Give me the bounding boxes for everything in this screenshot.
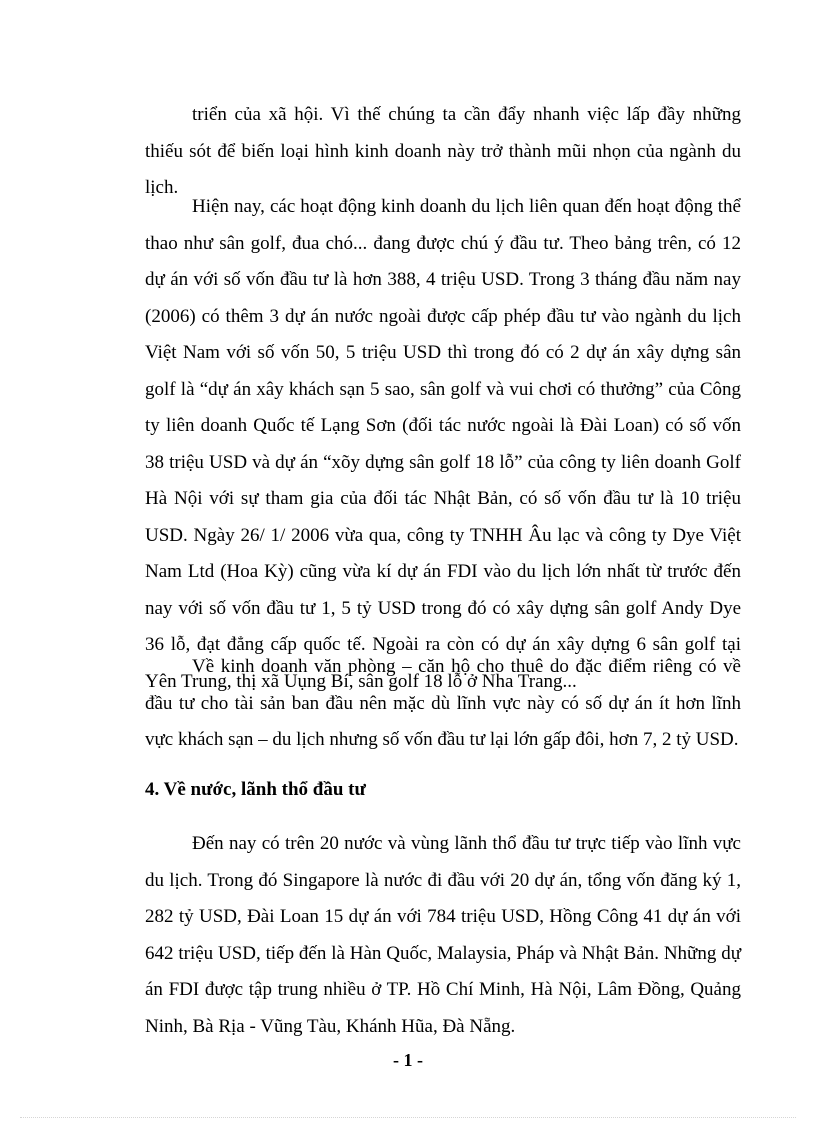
page-number: - 1 - — [393, 1050, 423, 1070]
paragraph-2: Hiện nay, các hoạt động kinh doanh du lịch liên quan đến hoạt động thể thao như sân golf, đua chó... đang được chú ý đầu tư. Theo bảng trên, có 12 dự án với số vốn đầu tư là hơn 388, 4 triệu USD. Trong 3 tháng đầu năm nay (2006) có thêm 3 dự án nước ngoài được cấp phép đầu tư vào ngành du lịch Việt Nam với số vốn 50, 5 triệu USD thì trong đó có 2 dự án xây dựng sân golf là “dự án xây khách sạn 5 sao, sân golf và vui chơi có thưởng” của Công ty liên doanh Quốc tế Lạng Sơn (đối tác nước ngoài là Đài Loan) có số vốn 38 triệu USD và dự án “xõy dựng sân golf 18 lỗ” của công ty liên doanh Golf Hà Nội với sự tham gia của đối tác Nhật Bản, có số vốn đầu tư là 10 triệu USD. Ngày 26/ 1/ 2006 vừa qua, công ty TNHH Âu lạc và công ty Dye Việt Nam Ltd (Hoa Kỳ) cũng vừa kí dự án FDI vào du lịch lớn nhất từ trước đến nay với số vốn đầu tư 1, 5 tỷ USD trong đó có xây dựng sân golf Andy Dye 36 lỗ, đạt đẳng cấp quốc tế. Ngoài ra còn có dự án xây dựng 6 sân golf tại Yên Trung, thị xã Uụng Bí, sân golf 18 lỗ ở Nha Trang... — [145, 196, 741, 692]
section-heading: 4. Về nước, lãnh thổ đầu tư — [145, 779, 366, 800]
paragraph-3: Về kinh doanh văn phòng – căn hộ cho thuê do đặc điểm riêng có về đầu tư cho tài sản ban đầu nên mặc dù lĩnh vực này có số dự án ít hơn lĩnh vực khách sạn – du lịch nhưng số vốn đầu tư lại lớn gấp đôi, hơn 7, 2 tỷ USD. — [145, 656, 741, 750]
page-bottom-divider — [20, 1117, 796, 1118]
paragraph-1: triển của xã hội. Vì thế chúng ta cần đẩy nhanh việc lấp đầy những thiếu sót để biến loại hình kinh doanh này trở thành mũi nhọn của ngành du lịch. — [145, 104, 741, 198]
paragraph-4: Đến nay có trên 20 nước và vùng lãnh thổ đầu tư trực tiếp vào lĩnh vực du lịch. Trong đó Singapore là nước đi đầu với 20 dự án, tổng vốn đăng ký 1, 282 tỷ USD, Đài Loan 15 dự án với 784 triệu USD, Hồng Công 41 dự án với 642 triệu USD, tiếp đến là Hàn Quốc, Malaysia, Pháp và Nhật Bản. Những dự án FDI được tập trung nhiều ở TP. Hồ Chí Minh, Hà Nội, Lâm Đồng, Quảng Ninh, Bà Rịa - Vũng Tàu, Khánh Hũa, Đà Nẵng. — [145, 833, 741, 1037]
